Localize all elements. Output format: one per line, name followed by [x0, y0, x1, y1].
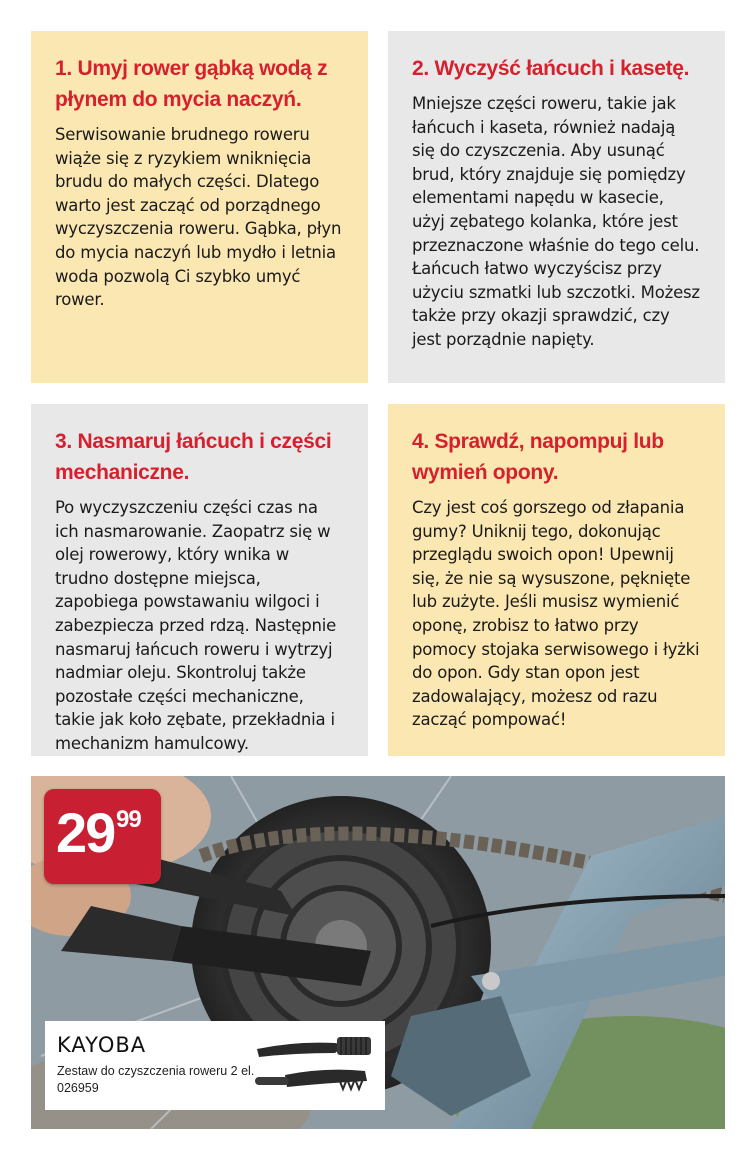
- product-code: 026959: [57, 1081, 99, 1095]
- tip-card-1: [31, 31, 368, 383]
- brand-logo: KAYOBA: [57, 1033, 147, 1057]
- tip-text: Czy jest coś gorszego od złapania gumy? Uniknij tego, dokonując przeglądu swoich opon! Upewnij się, że nie są wysuszone, pęknięte lub zużyte. Jeśli musisz wymienić oponę, zrobisz to łatwo przy pomocy stojaka serwisowego i łyżki do opon. Gdy stan opon jest zadowalający, możesz od razu zacząć pompować!: [412, 498, 700, 730]
- tip-title: 2. Wyczyść łańcuch i kasetę.: [412, 57, 690, 80]
- tip-text: Po wyczyszczeniu części czas na ich nasmarowanie. Zaopatrz się w olej rowerowy, który wnika w trudno dostępne miejsca, zapobiega powstawaniu wilgoci i zabezpiecza przed rdzą. Następnie nasmaruj łańcuch roweru i wytrzyj nadmiar oleju. Skontroluj także pozostałe części mechaniczne, takie jak koło zębate, przekładnia i mechanizm hamulcowy.: [55, 498, 337, 753]
- tip-card-3: [31, 404, 368, 756]
- tip-title: 4. Sprawdź, napompuj lub wymień opony.: [412, 430, 664, 484]
- tip-card-4: [388, 404, 725, 756]
- product-info-box: [45, 1021, 385, 1110]
- product-name: Zestaw do czyszczenia roweru 2 el.: [57, 1064, 255, 1078]
- gear-brush-icon: [255, 1070, 367, 1089]
- price-main: 29: [56, 801, 115, 864]
- tip-text: Serwisowanie brudnego roweru wiąże się z ryzykiem wniknięcia brudu do małych części. Dlatego warto jest zacząć od porządnego wyczyszczenia roweru. Gąbka, płyn do mycia naczyń lub mydło i letnia woda pozwolą Ci szybko umyć rower.: [55, 125, 342, 310]
- chain-brush-icon: [257, 1037, 371, 1057]
- tip-title: 1. Umyj rower gąbką wodą z płynem do mycia naczyń.: [55, 57, 328, 111]
- tip-title: 3. Nasmaruj łańcuch i części mechaniczne.: [55, 430, 332, 484]
- price-tag: [44, 789, 161, 884]
- tip-text: Mniejsze części roweru, takie jak łańcuch i kaseta, również nadają się do czyszczenia. Aby usunąć brud, który znajduje się pomiędzy elementami napędu w kasecie, użyj zębatego kolanka, które jest przeznaczone właśnie do tego celu. Łańcuch łatwo wyczyścisz przy użyciu szmatki lub szczotki. Możesz także przy okazji sprawdzić, czy jest porządnie napięty.: [412, 94, 700, 349]
- tip-card-2: [388, 31, 725, 383]
- product-thumbnail: [255, 1031, 375, 1099]
- price-cents: 99: [116, 806, 141, 833]
